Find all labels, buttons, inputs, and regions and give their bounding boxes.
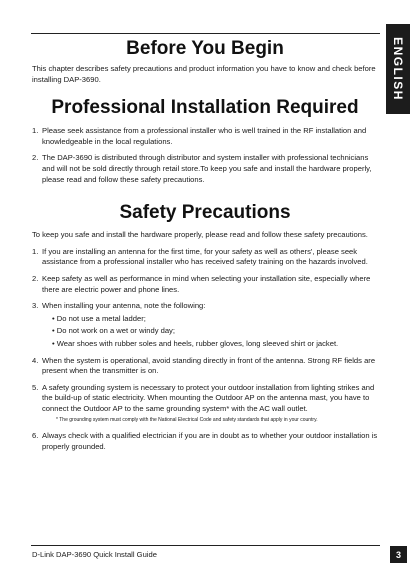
safety-item [32, 383, 378, 425]
professional-item [32, 153, 378, 185]
page-content [32, 36, 378, 453]
before-title: Before You Begin [126, 38, 284, 59]
item-number: 3. [32, 301, 39, 311]
bullet-item: • Wear shoes with rubber soles and heels, rubber gloves, long sleeved shirt or jacket. [52, 338, 339, 348]
item-text: When installing your antenna, note the following: [42, 301, 206, 311]
professional-title: Professional Installation Required [51, 97, 359, 119]
safety-title: Safety Precautions [119, 202, 291, 224]
safety-item [32, 274, 378, 295]
bullet-list [42, 314, 378, 350]
safety-item [32, 247, 378, 268]
safety-item [32, 356, 378, 377]
item-number: 5. [32, 382, 39, 392]
before-intro: This chapter describes safety precautions and product information you have to know and check before installing DAP-3690. [32, 64, 376, 84]
item-number: 1. [32, 126, 39, 136]
footnote: * The grounding system must comply with the National Electrical Code and safety standards that apply in your country. [56, 417, 318, 424]
safety-intro: To keep you safe and install the hardware properly, please read and follow these safety precautions. [32, 230, 368, 240]
top-rule [31, 33, 380, 34]
item-text: Please seek assistance from a professional installer who is well trained in the RF installation and knowledgeable in the local regulations. [42, 126, 367, 146]
safety-item [32, 301, 378, 349]
footer-guide-title: D-Link DAP-3690 Quick Install Guide [32, 550, 157, 559]
language-tab [386, 24, 410, 114]
item-number: 2. [32, 273, 39, 283]
item-number: 4. [32, 355, 39, 365]
item-number: 1. [32, 246, 39, 256]
professional-item [32, 126, 378, 147]
item-text: A safety grounding system is necessary to protect your outdoor installation from lighting strikes and the build-up of static electricity. When mounting the Outdoor AP on the antenna mast, you have to connect the Outdoor AP to the same grounding system* with the AC wall outlet. [42, 382, 375, 413]
item-text: If you are installing an antenna for the first time, for your safety as well as others', please seek assistance from a professional installer who has received safety training on the hazards involved. [42, 246, 368, 267]
bottom-rule [31, 545, 380, 546]
bullet-item: • Do not use a metal ladder; [52, 313, 146, 323]
page-number: 3 [390, 546, 407, 563]
item-number: 6. [32, 431, 39, 441]
safety-list [32, 247, 378, 453]
item-text: Keep safety as well as performance in mind when selecting your installation site, especially where there are electric power and phone lines. [42, 273, 371, 294]
safety-item [32, 431, 378, 452]
item-text: Always check with a qualified electrician if you are in doubt as to whether your outdoor installation is properly grounded. [42, 431, 378, 452]
item-text: When the system is operational, avoid standing directly in front of the antenna. Strong RF fields are present when the transmitter is on. [42, 355, 376, 376]
professional-list [32, 126, 378, 185]
item-text: The DAP-3690 is distributed through distributor and system installer with professional technicians and will not be sold directly through retail store.To keep you safe and install the hardware properly, please read and follow these safety precautions. [42, 153, 372, 184]
language-tab-label: ENGLISH [391, 37, 405, 101]
bullet-item: • Do not work on a wet or windy day; [52, 326, 175, 336]
item-number: 2. [32, 153, 39, 163]
